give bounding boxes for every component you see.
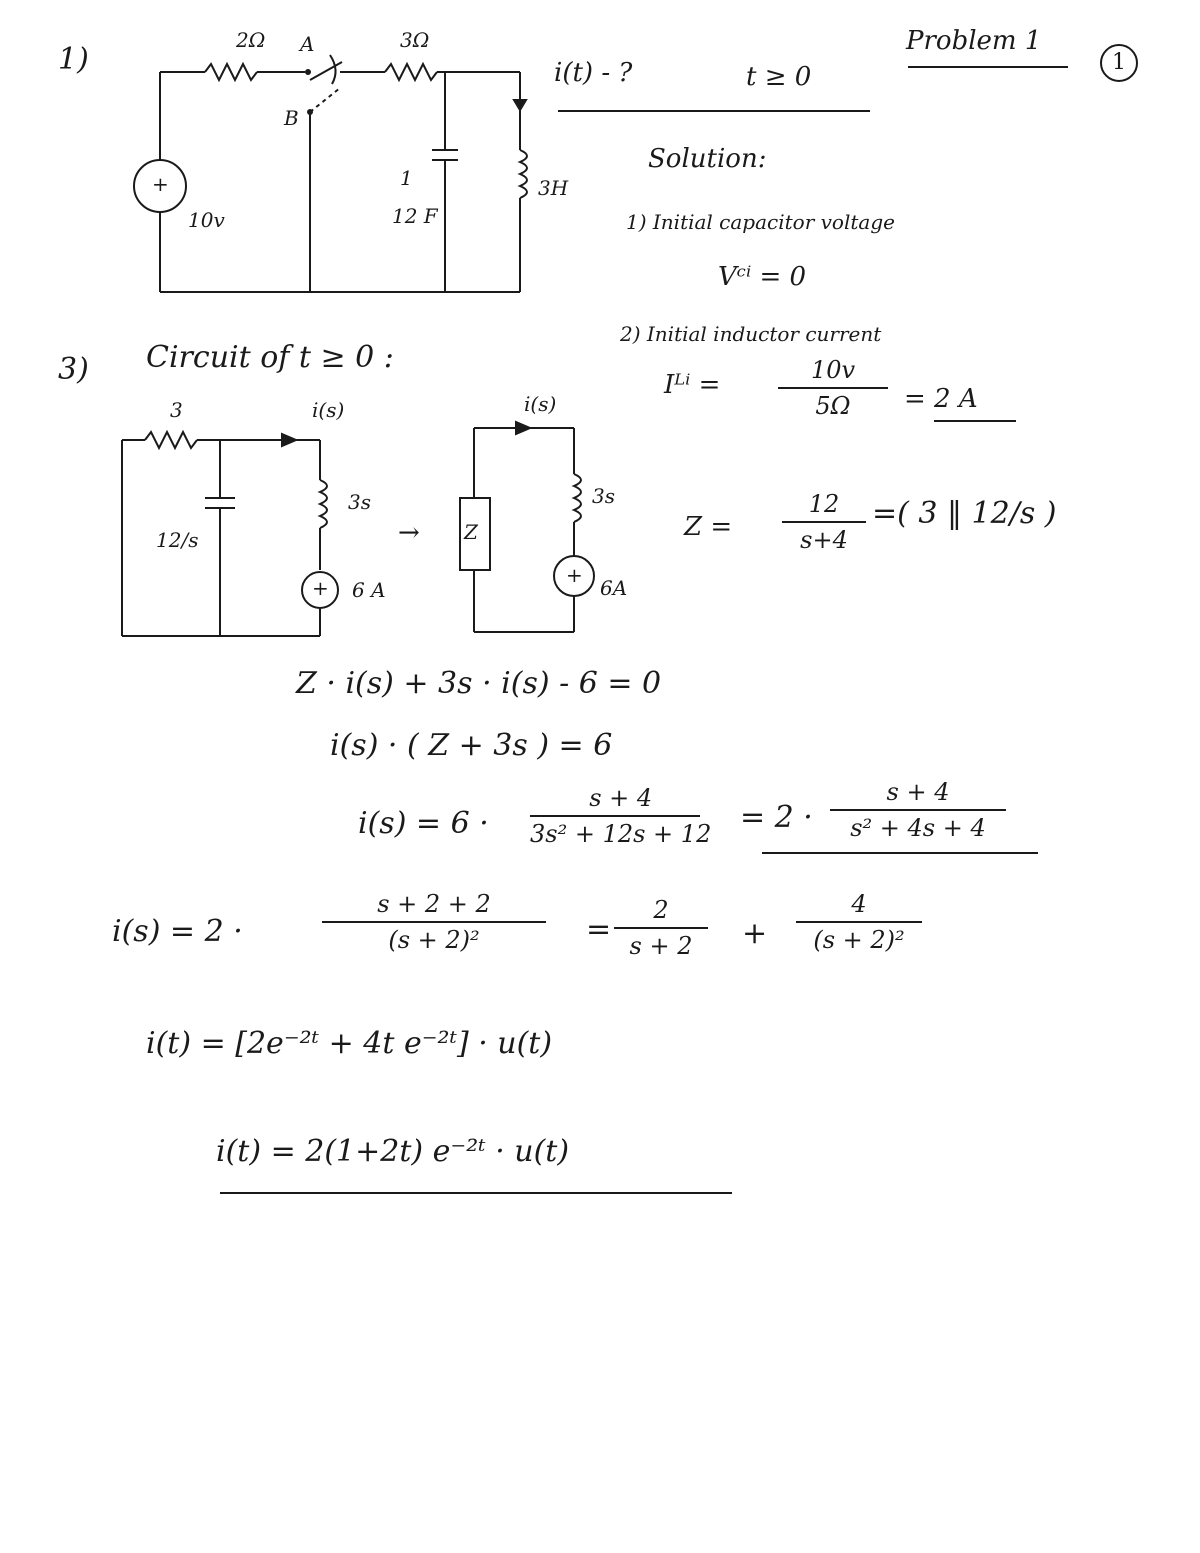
step2-result: = 2 A [904,384,978,414]
fraction-bar [796,921,922,923]
eq3-fraction-1 [530,784,711,848]
question-underline [558,110,870,112]
fraction-bar [782,521,866,523]
z-denominator: s+4 [800,526,848,554]
problem-title: Problem 1 [906,26,1042,56]
equation-1: Z · i(s) + 3s · i(s) - 6 = 0 [296,666,662,701]
page-badge: 1 [1100,44,1138,82]
step2-label: 2) Initial inductor current [620,322,882,346]
eq4-denominator-1: (s + 2)² [388,926,480,954]
eq3-fraction-2 [830,778,1006,842]
fraction-bar [830,809,1006,811]
source-label: 10v [188,208,225,232]
z-tail: =( 3 ‖ 12/s ) [872,496,1057,531]
equation-6: i(t) = 2(1+2t) e⁻²ᵗ · u(t) [216,1134,570,1169]
step1-equation: Vᶜⁱ = 0 [718,262,807,292]
right-src-label: 6A [600,576,628,600]
eq4-lhs: i(s) = 2 · [112,914,243,949]
solution-heading: Solution: [648,144,767,174]
inductor-label: 3H [538,176,569,200]
fraction-bar [322,921,546,923]
right-z-label: Z [464,520,478,544]
eq4-fraction-3 [796,890,922,954]
left-r-label: 3 [170,398,183,422]
equation-2: i(s) · ( Z + 3s ) = 6 [330,728,613,763]
eq4-numerator-1: s + 2 + 2 [377,890,491,918]
left-src-label: 6 A [352,578,386,602]
node-b-label: B [284,106,299,130]
eq4-plus: + [742,916,768,951]
right-src-sign: + [566,563,583,587]
fraction-bar [530,815,700,817]
transform-arrow: → [398,518,420,548]
eq3-mid: = 2 · [740,800,813,835]
eq3-denominator-1: 3s² + 12s + 12 [530,820,712,848]
section3-marker: 3) [58,352,89,387]
title-underline [908,66,1068,68]
z-fraction [782,490,866,554]
fraction-bar [778,387,888,389]
eq4-numerator-2: 2 [653,896,669,924]
right-ind-label: 3s [592,484,615,508]
final-answer-underline [220,1192,732,1194]
eq4-fraction-1 [322,890,546,954]
step1-label: 1) Initial capacitor voltage [626,210,895,234]
fraction-bar [614,927,708,929]
equation-5: i(t) = [2e⁻²ᵗ + 4t e⁻²ᵗ] · u(t) [146,1026,553,1061]
step2-lhs: Iᴸⁱ = [664,370,721,400]
left-current-label: i(s) [312,398,345,422]
eq4-denominator-3: (s + 2)² [813,926,905,954]
step2-fraction [778,356,888,420]
section1-marker: 1) [58,42,89,77]
r1-label: 2Ω [236,28,266,52]
eq3-numerator-2: s + 4 [886,778,950,806]
right-current-label: i(s) [524,392,557,416]
eq4-numerator-3: 4 [851,890,867,918]
r2-label: 3Ω [400,28,430,52]
eq4-fraction-2 [614,896,708,960]
step2-denominator: 5Ω [815,392,851,420]
time-condition: t ≥ 0 [746,62,812,92]
cap-value: 12 F [392,204,438,228]
cap-prefix: 1 [400,166,413,190]
eq3-lhs: i(s) = 6 · [358,806,489,841]
eq4-denominator-2: s + 2 [629,932,693,960]
left-cap-label: 12/s [156,528,199,552]
eq4-equals: = [586,912,612,947]
z-numerator: 12 [808,490,840,518]
eq3-numerator-1: s + 4 [589,784,653,812]
question: i(t) - ? [554,58,633,88]
source-sign: + [152,172,169,196]
z-lhs: Z = [684,512,733,542]
step2-numerator: 10v [810,356,856,384]
left-ind-label: 3s [348,490,371,514]
step2-underline [934,420,1016,422]
eq3-denominator-2: s² + 4s + 4 [850,814,986,842]
section3-title: Circuit of t ≥ 0 : [146,340,394,375]
left-src-sign: + [312,576,329,600]
node-a-label: A [300,32,315,56]
eq3-underline [762,852,1038,854]
